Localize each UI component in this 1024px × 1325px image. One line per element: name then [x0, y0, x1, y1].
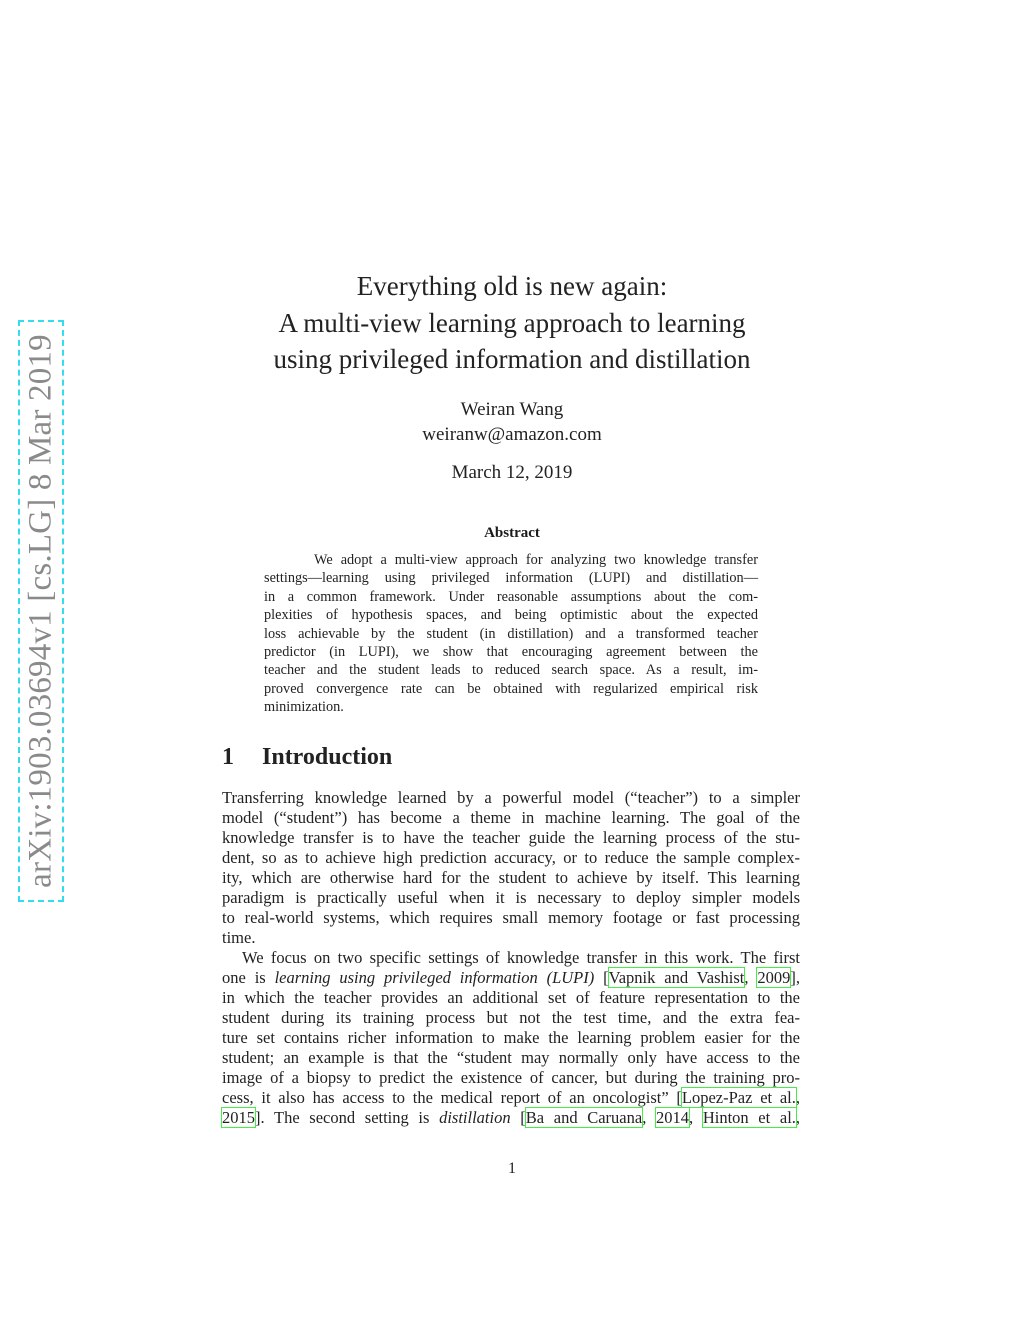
author-name: Weiran Wang: [460, 399, 564, 420]
body-line: ture set contains richer information to make the learning problem easier for the: [222, 1028, 800, 1047]
body-line: image of a biopsy to predict the existence of cancer, but during the training pro-: [222, 1068, 800, 1087]
body-line: student; an example is that the “student may normally only have access to the: [222, 1048, 800, 1067]
section-number: 1: [222, 744, 234, 770]
body-text: one is: [222, 968, 275, 987]
abstract-line: predictor (in LUPI), we show that encouraging agreement between the: [264, 643, 758, 660]
emphasis-lupi: learning using privileged information (LUPI): [274, 968, 595, 987]
citation-ba-caruana[interactable]: Ba and Caruana: [525, 1108, 643, 1127]
body-text: . The second setting is: [260, 1108, 440, 1127]
abstract-line: minimization.: [264, 699, 344, 716]
arxiv-stamp[interactable]: [18, 320, 64, 902]
body-line: cess, it also has access to the medical report of an oncologist” [Lopez-Paz et al.,: [222, 1088, 800, 1107]
body-line: knowledge transfer is to have the teacher guide the learning process of the stu-: [222, 828, 800, 847]
body-line: to real-world systems, which requires small memory footage or fast processing: [222, 908, 800, 927]
emphasis-distillation: distillation: [439, 1108, 511, 1127]
body-line: We focus on two specific settings of knowledge transfer in this work. The first: [242, 948, 800, 967]
title-line-2: A multi-view learning approach to learning: [278, 307, 746, 338]
abstract-line: proved convergence rate can be obtained with regularized empirical risk: [264, 680, 758, 697]
paper-date: March 12, 2019: [451, 462, 573, 483]
title-line-1: Everything old is new again:: [356, 271, 668, 301]
body-text: cess, it also has access to the medical report of an oncologist”: [222, 1088, 677, 1107]
body-line: student during its training process but not the test time, and the extra fea-: [222, 1008, 800, 1027]
citation-hinton[interactable]: Hinton et al.: [702, 1108, 796, 1127]
section-heading-introduction: [222, 744, 392, 771]
body-line: 2015]. The second setting is distillation [Ba and Caruana, 2014, Hinton et al.,: [222, 1108, 801, 1127]
introduction-body: [222, 788, 800, 1128]
abstract-body: [264, 551, 758, 717]
arxiv-stamp-text: arXiv:1903.03694v1 [cs.LG] 8 Mar 2019: [22, 334, 59, 888]
citation-year-2014[interactable]: 2014: [656, 1108, 690, 1127]
abstract-heading: Abstract: [484, 525, 540, 541]
body-line: paradigm is practically useful when it is necessary to deploy simpler models: [222, 888, 800, 907]
section-title: Introduction: [262, 744, 393, 770]
abstract-line: in a common framework. Under reasonable assumptions about the com-: [264, 588, 758, 605]
citation-lopez-paz[interactable]: Lopez-Paz et al.: [681, 1088, 796, 1107]
author-email: weiranw@amazon.com: [422, 424, 602, 445]
abstract-line: settings—learning using privileged information (LUPI) and distillation—: [264, 570, 758, 587]
abstract-line: teacher and the student leads to reduced search space. As a result, im-: [264, 662, 758, 679]
citation-vapnik-vashist[interactable]: Vapnik and Vashist: [608, 968, 745, 987]
title-line-3: using privileged information and distillation: [273, 344, 751, 374]
citation-year-2015[interactable]: 2015: [222, 1108, 255, 1127]
body-line: in which the teacher provides an additional set of feature representation to the: [222, 988, 800, 1007]
body-line: model (“student”) has become a theme in machine learning. The goal of the: [222, 808, 800, 827]
body-line: time.: [222, 928, 256, 947]
body-line: one is learning using privileged information (LUPI) [Vapnik and Vashist, 2009],: [222, 968, 800, 987]
abstract-line: We adopt a multi-view approach for analyzing two knowledge transfer: [314, 552, 758, 568]
body-line: ity, which are otherwise hard for the student to achieve by itself. This learning: [222, 868, 800, 887]
body-line: Transferring knowledge learned by a powerful model (“teacher”) to a simpler: [222, 788, 800, 807]
paper-title: [180, 268, 844, 378]
abstract-line: plexities of hypothesis spaces, and being optimistic about the expected: [264, 607, 758, 624]
page-number: 1: [508, 1160, 516, 1177]
body-line: dent, so as to achieve high prediction accuracy, or to reduce the sample complex-: [222, 848, 800, 867]
abstract-line: loss achievable by the student (in distillation) and a transformed teacher: [264, 625, 758, 642]
citation-year-2009[interactable]: 2009: [757, 968, 791, 987]
